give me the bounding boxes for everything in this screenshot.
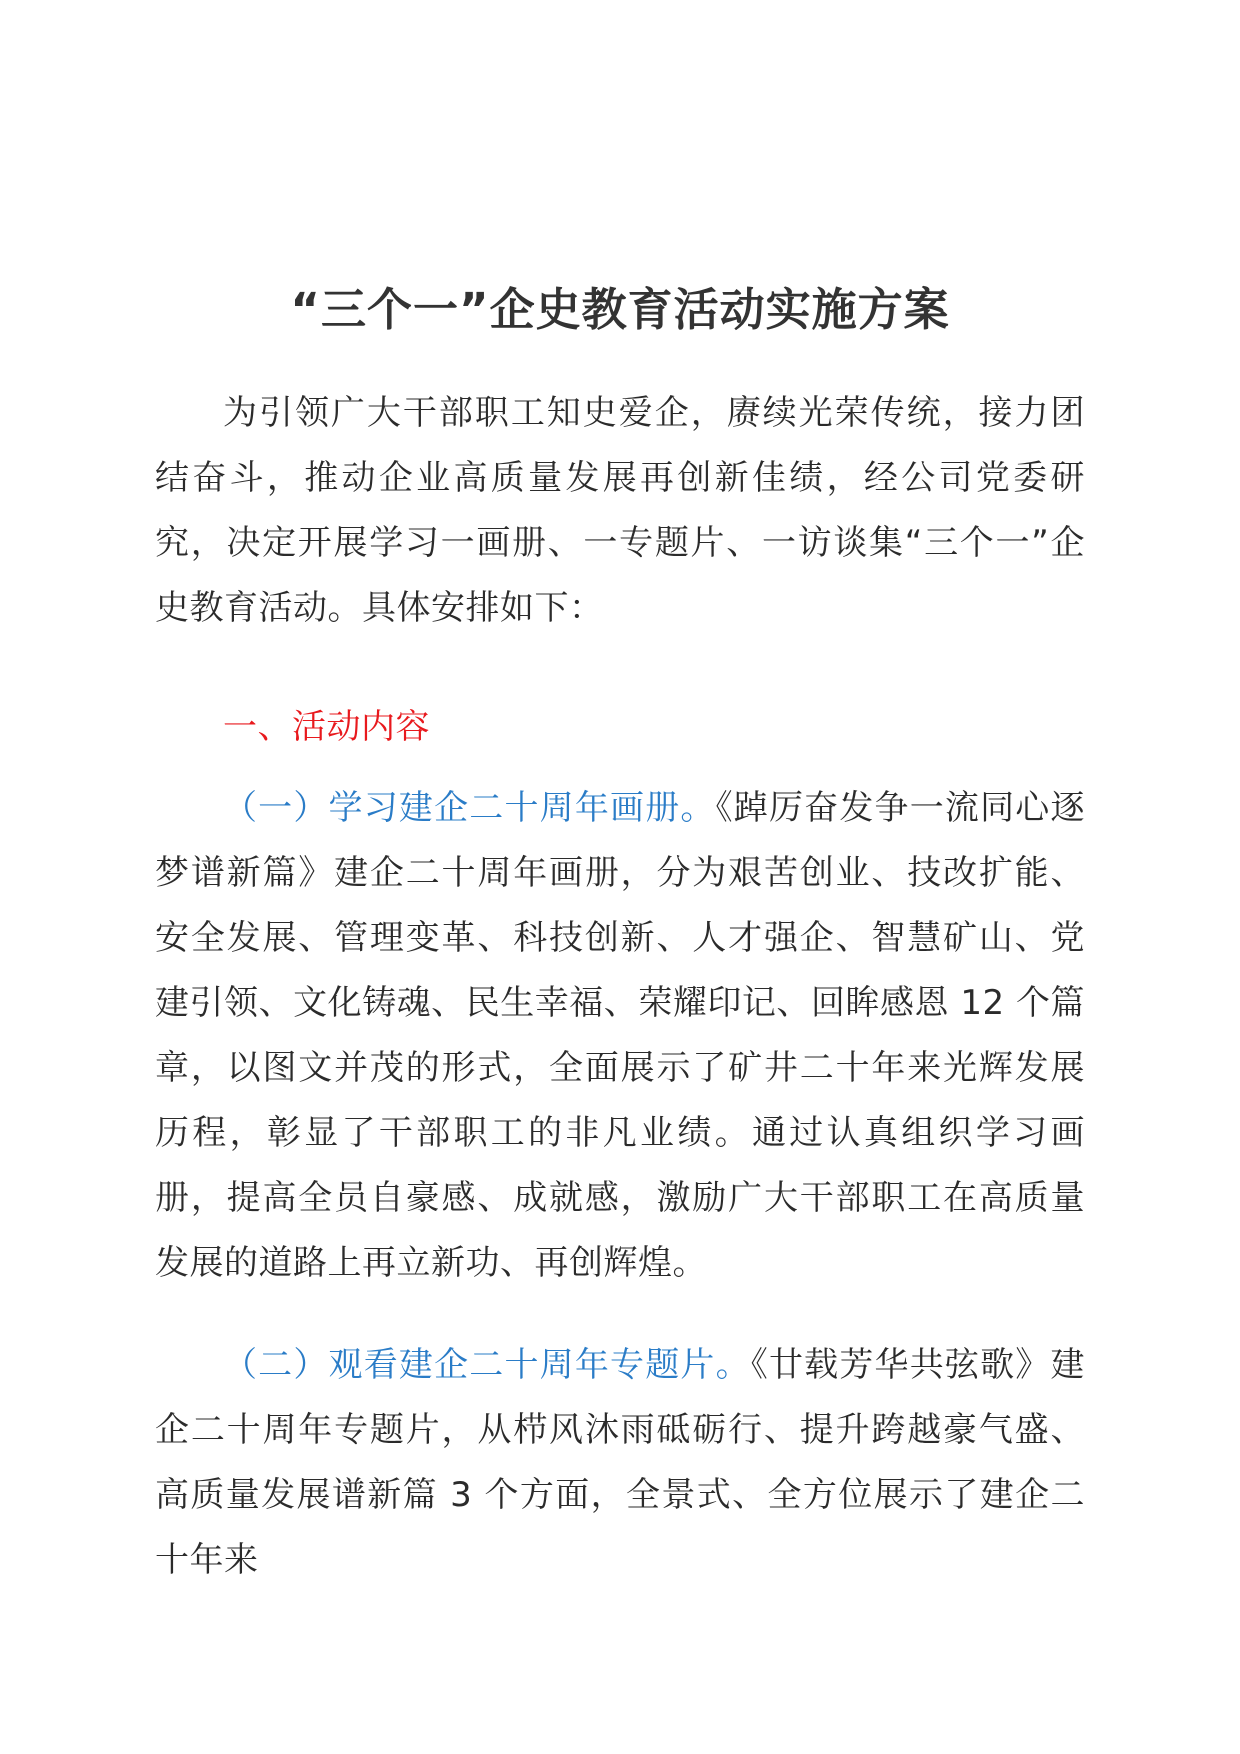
intro-paragraph: 为引领广大干部职工知史爱企，赓续光荣传统，接力团结奋斗，推动企业高质量发展再创新佳绩，经公司党委研究，决定开展学习一画册、一专题片、一访谈集“三个一”企史教育活动。具体安排如下： <box>155 393 1085 628</box>
document-title: “三个一”企史教育活动实施方案 <box>290 283 950 336</box>
item-body-album: 《踔厉奋发争一流同心逐梦谱新篇》建企二十周年画册，分为艰苦创业、技改扩能、安全发展、管理变革、科技创新、人才强企、智慧矿山、党建引领、文化铸魂、民生幸福、荣耀印记、回眸感恩 12 个篇章，以图文并茂的形式，全面展示了矿井二十年来光辉发展历程，彰显了干部职工的非凡业绩。通过认真组织学习画册，提高全员自豪感、成就感，激励广大干部职工在高质量发展的道路上再立新功、再创辉煌。 <box>155 788 1085 1283</box>
item-heading-album: （一）学习建企二十周年画册。 <box>223 788 716 828</box>
item-heading-film: （二）观看建企二十周年专题片。 <box>223 1345 751 1385</box>
item-paragraph-film <box>155 1333 1085 1593</box>
item-paragraph-album <box>155 776 1085 1296</box>
item-body-film: 《廿载芳华共弦歌》建企二十周年专题片，从栉风沐雨砥砺行、提升跨越豪气盛、高质量发展谱新篇 3 个方面，全景式、全方位展示了建企二十年来 <box>155 1345 1085 1580</box>
section-heading-activity-content: 一、活动内容 <box>223 707 430 747</box>
